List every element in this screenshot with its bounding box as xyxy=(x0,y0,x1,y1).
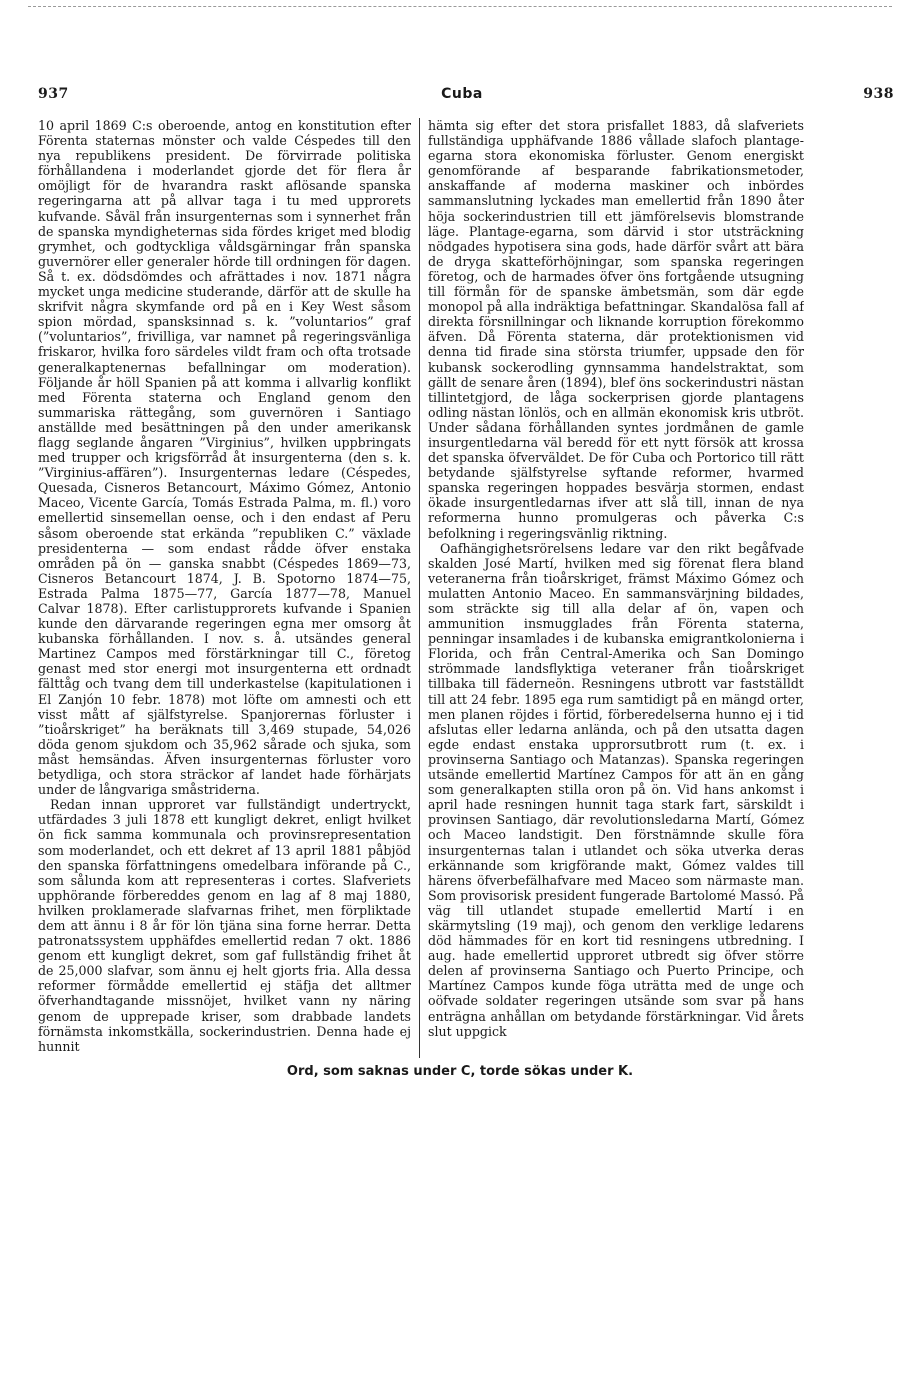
left-column xyxy=(38,118,411,1054)
left-paragraph-2: Redan innan upproret var fullständigt undertryckt, utfärdades 3 juli 1878 ett kungligt dekret, enligt hvilket ön fick samma kommunala och provinsrepresentation som moderlandet, och ett dekret af 13 april 1881 påbjöd den spanska författningens omedelbara införande på C., som sålunda kom att representeras i cortes. Slafveriets upphörande förbereddes genom en lag af 8 maj 1880, hvilken proklamerade slafvarnas frihet, men förpliktade dem att ännu i 8 år för lön tjäna sina forne herrar. Detta patronatssystem upphäfdes emellertid redan 7 okt. 1886 genom ett kungligt dekret, som gaf fullständig frihet åt de 25,000 slafvar, som ännu ej helt gjorts fria. Alla dessa reformer förmådde emellertid ej stäfja det alltmer öfverhandtagande missnöjet, hvilket vann ny näring genom de upprepade kriser, som drabbade landets förnämsta inkomstkälla, sockerindustrien. Denna hade ej hunnit xyxy=(38,797,411,1054)
running-head-title: Cuba xyxy=(441,86,483,102)
page-number-left: 937 xyxy=(38,86,69,102)
top-border-rule xyxy=(28,6,892,7)
footer-note: Ord, som saknas under C, torde sökas under K. xyxy=(286,1064,634,1079)
page-header xyxy=(30,86,894,110)
right-paragraph-2: Oafhängighetsrörelsens ledare var den rikt begåfvade skalden José Martí, hvilken med sig förenat flera bland veteranerna från tioårskriget, främst Máximo Gómez och mulatten Antonio Maceo. En sammansvärjning bildades, som sträckte sig till alla delar af ön, vapen och ammunition insmugglades från Förenta staterna, penningar insamlades i de kubanska emigrantkolonierna i Florida, och från Central-Amerika och San Domingo strömmade landsflyktiga veteraner från tioårskriget tillbaka till fäderneön. Resningens utbrott var fastställdt till att 24 febr. 1895 ega rum samtidigt på en mängd orter, men planen röjdes i förtid, förberedelserna hunno ej i tid afslutas eller ledarna anlända, och på den utsatta dagen egde endast enstaka upprorsutbrott rum (t. ex. i provinserna Santiago och Matanzas). Spanska regeringen utsände emellertid Martínez Campos för att än en gång som generalkapten stilla oron på ön. Vid hans ankomst i april hade resningen hunnit taga stark fart, särskildt i provinsen Santiago, där revolutionsledarna Martí, Gómez och Maceo landstigit. Den förstnämnde skulle föra insurgenternas talan i utlandet och söka utverka deras erkännande som krigförande makt, Gómez valdes till härens öfverbefälhafvare med Maceo som närmaste man. Som provisorisk president fungerade Bartolomé Massó. På väg till utlandet stupade emellertid Martí i en skärmytsling (19 maj), och genom den verklige ledarens död hämmades för en kort tid resningens utbredning. I aug. hade emellertid upproret utbredt sig öfver större delen af provinserna Santiago och Puerto Principe, och Martínez Campos kunde föga uträtta med de unge och oöfvade soldater regeringen utsände som svar på hans enträgna anhållan om betydande förstärkningar. Vid årets slut uppgick xyxy=(428,540,804,1039)
left-paragraph-1: 10 april 1869 C:s oberoende, antog en konstitution efter Förenta staternas mönster och valde Céspedes till den nya republikens president. De förvirrade politiska förhållandena i moderlandet gjorde det för flera år omöjligt för de hvarandra raskt aflösande spanska regeringarna att på allvar taga i tu med upprorets kufvande. Såväl från insurgenternas som i synnerhet från de spanska myndigheternas sida fördes kriget med blodig grymhet, och godtyckliga våldsgärningar från spanska guvernörer eller generaler hörde till ordningen för dagen. Så t. ex. dödsdömdes och afrättades i nov. 1871 några mycket unga medicine studerande, därför att de skulle ha skrifvit några skymfande ord på en i Key West såsom spion mördad, spansksinnad s. k. ”voluntarios” graf (”voluntarios”, frivilliga, var namnet på regeringsvänliga friskaror, hvilka foro särdeles vildt fram och ofta trotsade generalkaptenernas befallningar om moderation). Följande år höll Spanien på att komma i allvarlig konflikt med Förenta staterna och England genom den summariska rättegång, som guvernören i Santiago anställde med besättningen på den under amerikansk flagg seglande ångaren ”Virginius”, hvilken uppbringats med trupper och krigsförråd åt insurgenterna (den s. k. ”Virginius-affären”). Insurgenternas ledare (Céspedes, Quesada, Cisneros Betancourt, Máximo Gómez, Antonio Maceo, Vicente García, Tomás Estrada Palma, m. fl.) voro emellertid sinsemellan oense, och i den endast af Peru såsom oberoende stat erkända ”republiken C.” växlade presidenterna — som endast rådde öfver enstaka områden på ön — ganska snabbt (Céspedes 1869—73, Cisneros Betancourt 1874, J. B. Spotorno 1874—75, Estrada Palma 1875—77, García 1877—78, Manuel Calvar 1878). Efter carlistupprorets kufvande i Spanien kunde den därvarande regeringen egna mer omsorg åt kubanska förhållanden. I nov. s. å. utsändes general Martinez Campos med förstärkningar till C., företog genast med stor energi mot insurgenterna ett ordnadt fälttåg och tvang dem till underkastelse (kapitulationen i El Zanjón 10 febr. 1878) mot löfte om amnesti och ett visst mått af själfstyrelse. Spanjorernas förluster i ”tioårskriget” ha beräknats till 3,469 stupade, 54,026 döda genom sjukdom och 35,962 sårade och sjuka, som måst hemsändas. Äfven insurgenternas förluster voro betydliga, och stora sträckor af landet hade förhärjats under de långvariga småstriderna. xyxy=(38,118,411,798)
right-paragraph-1: hämta sig efter det stora prisfallet 1883, då slafveriets fullständiga upphäfvande 1886 vållade slafoch plantage-egarna stora ekonomiska förluster. Genom energiskt genomförande af besparande fabrikationsmetoder, anskaffande af moderna maskiner och inbördes sammanslutning lyckades man emellertid från 1890 åter höja sockerindustrien till ett jämförelsevis blomstrande läge. Plantage-egarna, som därvid i stor utsträckning nödgades hypotisera sina gods, hade därför svårt att bära de dryga skatteförhöjningar, som spanska regeringen företog, och de harmades öfver öns fortgående utsugning till förmån för de spanske ämbetsmän, som där egde monopol på alla indräktiga befattningar. Skandalösa fall af direkta försnillningar och liknande korruption förekommo äfven. Då Förenta staterna, där protektionismen vid denna tid firade sina största triumfer, uppsade den för kubansk sockerodling gynnsamma handelstraktat, som gällt de senare åren (1894), blef öns sockerindustri nästan tillintetgjord, de låga sockerprisen gjorde plantagens odling nästan lönlös, och en allmän ekonomisk kris utbröt. Under sådana förhållanden syntes jordmånen de gamle insurgentledarna väl beredd för ett nytt försök att krossa det spanska öfverväldet. De för Cuba och Portorico till rätt betydande själfstyrelse syftande reformer, hvarmed spanska regeringen hoppades besvärja stormen, endast ökade insurgentledarnas ifver att slå till, innan de nya reformerna hunno promulgeras och påverka C:s befolkning i regeringsvänlig riktning. xyxy=(428,118,804,541)
column-divider xyxy=(419,118,420,1058)
right-column xyxy=(428,118,804,1039)
page-number-right: 938 xyxy=(863,86,894,102)
